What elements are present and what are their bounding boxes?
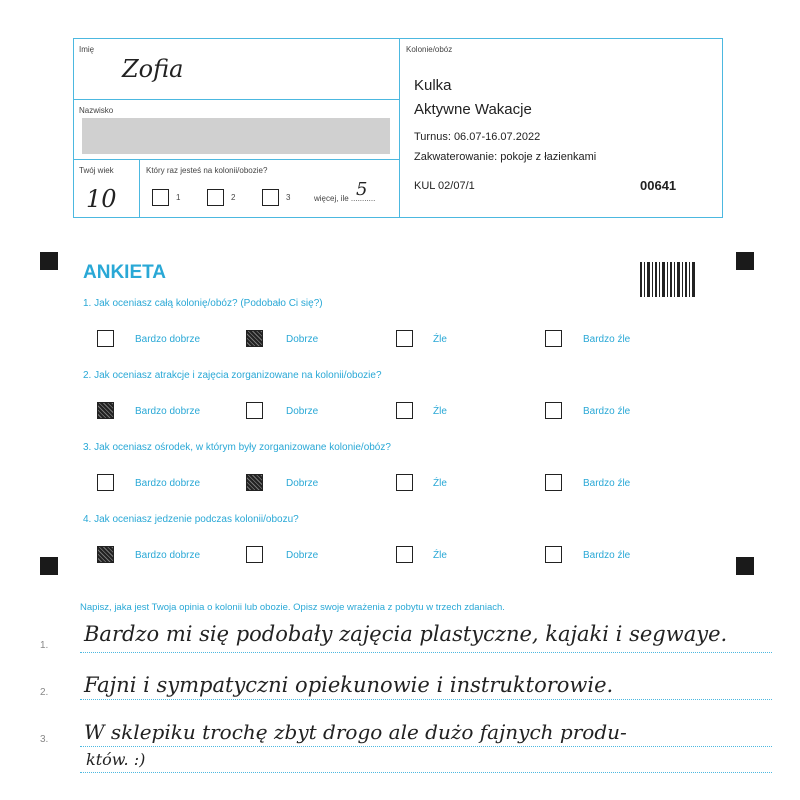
q3-option-zle-checkbox[interactable]: [396, 474, 413, 491]
age-label: Twój wiek: [79, 166, 114, 175]
form-number: 00641: [640, 178, 677, 193]
q2-option-zle-checkbox[interactable]: [396, 402, 413, 419]
opinion-answer-line-3[interactable]: W sklepiku trochę zbyt drogo ale dużo fajnych produ-: [84, 720, 627, 744]
divider: [74, 159, 399, 160]
q4-option-label: Bardzo źle: [583, 550, 631, 561]
q4-option-bardzo-dobrze-checkbox[interactable]: [97, 546, 114, 563]
writing-line: [80, 746, 772, 747]
line-number: 3.: [40, 734, 49, 745]
line-number: 2.: [40, 687, 49, 698]
q1-option-zle-checkbox[interactable]: [396, 330, 413, 347]
opinion-prompt: Napisz, jaka jest Twoja opinia o kolonii lub obozie. Opisz swoje wrażenia z pobytu w trzech zdaniach.: [80, 602, 505, 613]
visit-1-checkbox[interactable]: [152, 189, 169, 206]
writing-line: [80, 772, 772, 773]
q2-option-label: Bardzo źle: [583, 406, 631, 417]
q1-option-label: Bardzo źle: [583, 334, 631, 345]
q1-option-bardzo-zle-checkbox[interactable]: [545, 330, 562, 347]
writing-line: [80, 652, 772, 653]
visit-3-label: 3: [286, 193, 291, 202]
q3-option-label: Źle: [433, 478, 447, 489]
registration-marker: [40, 252, 58, 270]
line-number: 1.: [40, 640, 49, 651]
q2-option-bardzo-zle-checkbox[interactable]: [545, 402, 562, 419]
camp-name: Kulka: [414, 77, 452, 94]
q3-option-bardzo-dobrze-checkbox[interactable]: [97, 474, 114, 491]
q2-option-label: Dobrze: [286, 406, 319, 417]
survey-title: ANKIETA: [83, 262, 167, 283]
q2-option-label: Bardzo dobrze: [135, 406, 201, 417]
visit-count-label: Który raz jesteś na kolonii/obozie?: [146, 166, 268, 175]
divider: [74, 99, 399, 100]
q4-option-label: Źle: [433, 550, 447, 561]
opinion-answer-line-1[interactable]: Bardzo mi się podobały zajęcia plastyczne, kajaki i segwaye.: [84, 622, 728, 646]
writing-line: [80, 699, 772, 700]
visit-2-checkbox[interactable]: [207, 189, 224, 206]
first-name-label: Imię: [79, 45, 95, 54]
last-name-label: Nazwisko: [79, 106, 114, 115]
turnus-text: Turnus: 06.07-16.07.2022: [414, 131, 541, 143]
q2-option-label: Źle: [433, 406, 447, 417]
first-name-value[interactable]: Zofia: [122, 55, 184, 83]
q3-option-dobrze-checkbox[interactable]: [246, 474, 263, 491]
q1-option-dobrze-checkbox[interactable]: [246, 330, 263, 347]
accommodation-text: Zakwaterowanie: pokoje z łazienkami: [414, 151, 597, 163]
q4-option-dobrze-checkbox[interactable]: [246, 546, 263, 563]
question-3: 3. Jak oceniasz ośrodek, w którym były zorganizowane kolonie/obóz?: [83, 442, 391, 453]
q2-option-bardzo-dobrze-checkbox[interactable]: [97, 402, 114, 419]
divider: [139, 159, 140, 217]
q1-option-label: Bardzo dobrze: [135, 334, 201, 345]
q4-option-label: Bardzo dobrze: [135, 550, 201, 561]
q1-option-label: Źle: [433, 334, 447, 345]
camp-program: Aktywne Wakacje: [414, 101, 532, 118]
question-1: 1. Jak oceniasz całą kolonię/obóz? (Podobało Ci się?): [83, 298, 323, 309]
age-value[interactable]: 10: [86, 185, 117, 213]
registration-marker: [40, 557, 58, 575]
opinion-answer-line-4[interactable]: któw. :): [86, 750, 146, 769]
q1-option-bardzo-dobrze-checkbox[interactable]: [97, 330, 114, 347]
registration-marker: [736, 557, 754, 575]
q1-option-label: Dobrze: [286, 334, 319, 345]
camp-code: KUL 02/07/1: [414, 180, 475, 192]
more-visits-value[interactable]: 5: [356, 179, 368, 200]
q3-option-label: Bardzo źle: [583, 478, 631, 489]
q3-option-label: Bardzo dobrze: [135, 478, 201, 489]
q4-option-zle-checkbox[interactable]: [396, 546, 413, 563]
more-visits-label: więcej, ile ...........: [314, 194, 376, 203]
q2-option-dobrze-checkbox[interactable]: [246, 402, 263, 419]
divider: [399, 39, 400, 217]
question-2: 2. Jak oceniasz atrakcje i zajęcia zorganizowane na kolonii/obozie?: [83, 370, 382, 381]
q3-option-label: Dobrze: [286, 478, 319, 489]
visit-3-checkbox[interactable]: [262, 189, 279, 206]
camp-label: Kolonie/obóz: [406, 45, 453, 54]
question-4: 4. Jak oceniasz jedzenie podczas kolonii/obozu?: [83, 514, 299, 525]
barcode-icon: [640, 262, 696, 297]
q4-option-label: Dobrze: [286, 550, 319, 561]
q3-option-bardzo-zle-checkbox[interactable]: [545, 474, 562, 491]
visit-2-label: 2: [231, 193, 236, 202]
camp-info-box: [73, 38, 723, 218]
visit-1-label: 1: [176, 193, 181, 202]
registration-marker: [736, 252, 754, 270]
redacted-last-name: [82, 118, 390, 154]
opinion-answer-line-2[interactable]: Fajni i sympatyczni opiekunowie i instruktorowie.: [84, 673, 614, 697]
q4-option-bardzo-zle-checkbox[interactable]: [545, 546, 562, 563]
